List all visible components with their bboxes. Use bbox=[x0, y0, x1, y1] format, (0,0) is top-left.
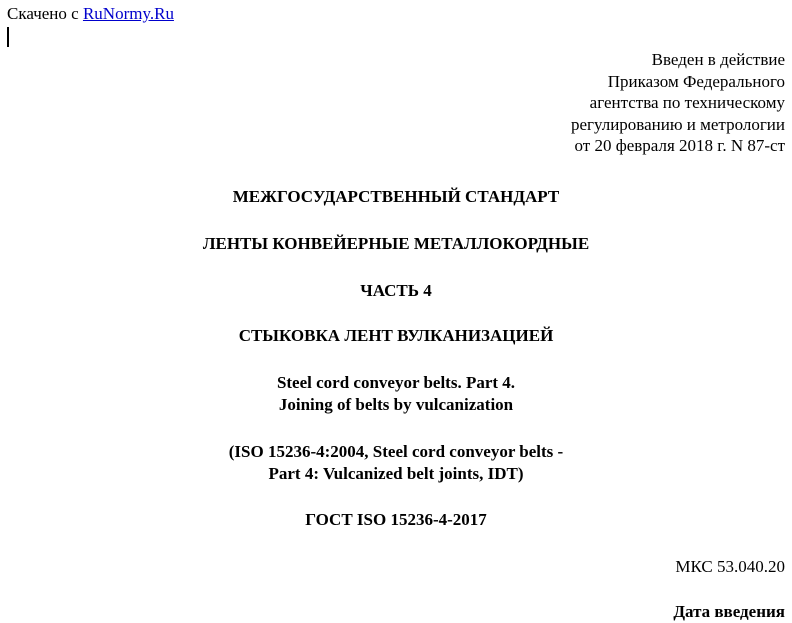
approval-line: Введен в действие bbox=[651, 50, 785, 69]
mks-code: МКС 53.040.20 bbox=[675, 557, 785, 576]
document-title-text: ЛЕНТЫ КОНВЕЙЕРНЫЕ МЕТАЛЛОКОРДНЫЕ bbox=[202, 234, 590, 253]
text-cursor bbox=[7, 27, 9, 47]
english-title-line: Steel cord conveyor belts. Part 4. bbox=[276, 373, 516, 392]
part-heading bbox=[0, 280, 792, 302]
introduction-date-label: Дата введения bbox=[673, 602, 785, 621]
english-title-line: Joining of belts by vulcanization bbox=[278, 395, 514, 414]
source-prefix: Скачено с bbox=[7, 4, 79, 23]
standard-type-text: МЕЖГОСУДАРСТВЕННЫЙ СТАНДАРТ bbox=[232, 187, 560, 206]
document-title-heading bbox=[0, 233, 792, 255]
english-title-block bbox=[0, 372, 792, 416]
designation-heading bbox=[0, 509, 792, 531]
designation-text: ГОСТ ISO 15236-4-2017 bbox=[305, 510, 487, 529]
iso-reference-line: Part 4: Vulcanized belt joints, IDT) bbox=[268, 464, 524, 483]
approval-line: от 20 февраля 2018 г. N 87-ст bbox=[574, 136, 785, 155]
subtitle-text: СТЫКОВКА ЛЕНТ ВУЛКАНИЗАЦИЕЙ bbox=[238, 326, 554, 345]
source-link[interactable]: RuNormy.Ru bbox=[82, 4, 174, 23]
subtitle-heading bbox=[0, 325, 792, 347]
approval-line: регулированию и метрологии bbox=[570, 114, 785, 134]
source-line bbox=[7, 4, 174, 24]
iso-reference-block bbox=[0, 441, 792, 485]
iso-reference-line: (ISO 15236-4:2004, Steel cord conveyor belts - bbox=[228, 442, 564, 461]
approval-line: агентства по техническому bbox=[589, 93, 785, 112]
part-text: ЧАСТЬ 4 bbox=[360, 281, 432, 300]
approval-line: Приказом Федерального bbox=[607, 71, 785, 91]
approval-block bbox=[571, 49, 785, 157]
standard-type-heading bbox=[0, 186, 792, 208]
